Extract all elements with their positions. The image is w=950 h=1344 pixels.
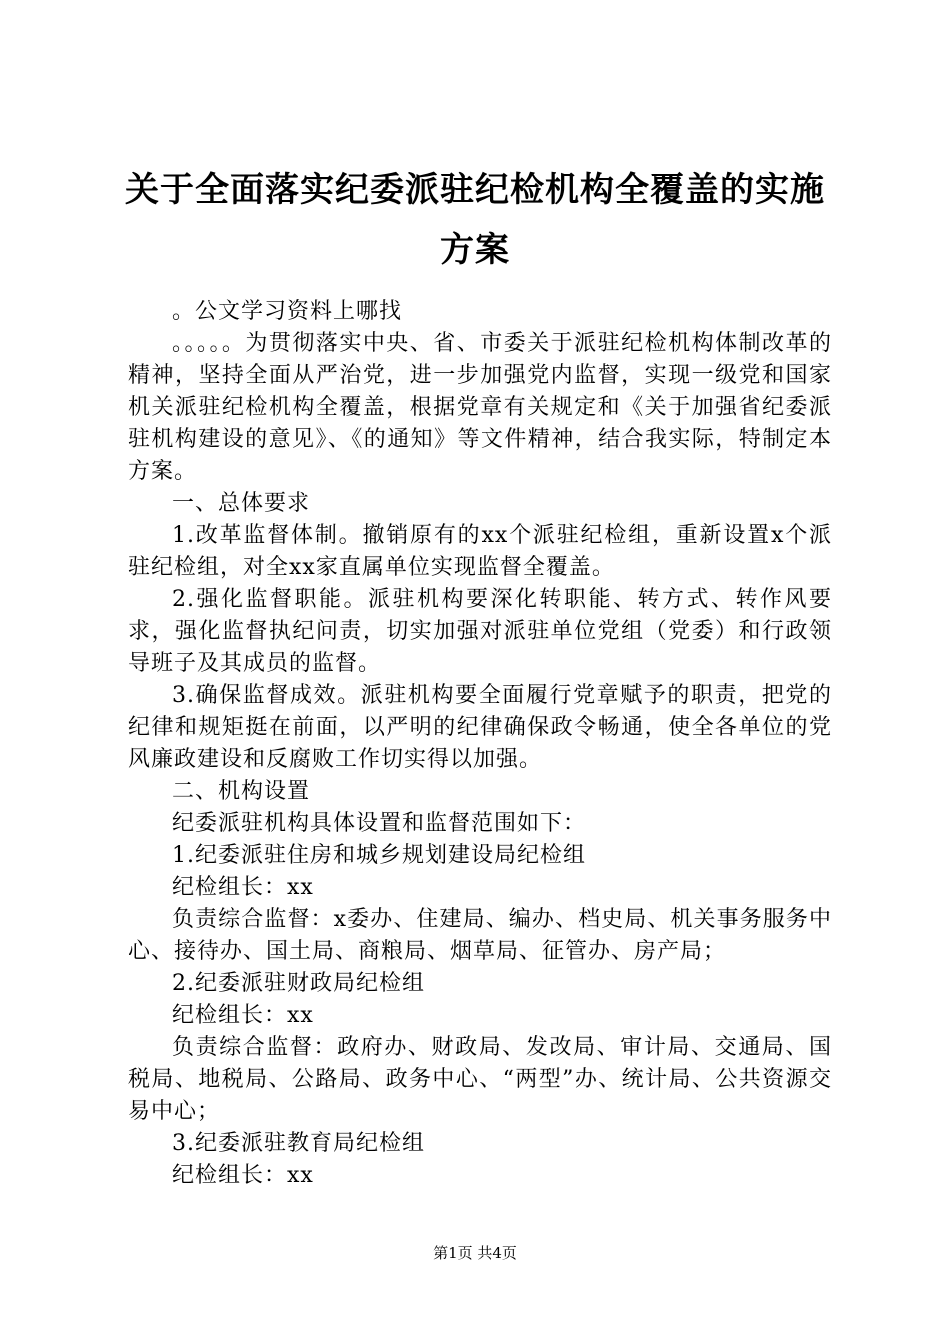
paragraph: 3.确保监督成效。派驻机构要全面履行党章赋予的职责，把党的纪律和规矩挺在前面，以严明的纪律确保政令畅通，使全各单位的党风廉政建设和反腐败工作切实得以加强。 xyxy=(128,683,832,772)
paragraph: 负责综合监督：政府办、财政局、发改局、审计局、交通局、国税局、地税局、公路局、政务中心、“两型”办、统计局、公共资源交易中心； xyxy=(128,1035,832,1124)
paragraph: 纪检组长：xx xyxy=(172,1003,314,1028)
paragraph: 纪委派驻机构具体设置和监督范围如下： xyxy=(172,811,587,836)
paragraph: 2.纪委派驻财政局纪检组 xyxy=(172,971,425,996)
paragraph: 。公文学习资料上哪找 xyxy=(172,299,403,324)
paragraph: 纪检组长：xx xyxy=(172,875,314,900)
paragraph: 1.改革监督体制。撤销原有的xx个派驻纪检组，重新设置x个派驻纪检组，对全xx家直属单位实现监督全覆盖。 xyxy=(128,523,832,580)
paragraph: 2.强化监督职能。派驻机构要深化转职能、转方式、转作风要求，强化监督执纪问责，切实加强对派驻单位党组（党委）和行政领导班子及其成员的监督。 xyxy=(128,587,832,676)
document-title: 关于全面落实纪委派驻纪检机构全覆盖的实施方案 xyxy=(125,170,825,270)
section-heading: 一、总体要求 xyxy=(172,491,311,516)
paragraph: 3.纪委派驻教育局纪检组 xyxy=(172,1131,425,1156)
paragraph: 。。。。。为贯彻落实中央、省、市委关于派驻纪检机构体制改革的精神，坚持全面从严治党，进一步加强党内监督，实现一级党和国家机关派驻纪检机构全覆盖，根据党章有关规定和《关于加强省纪委派驻机构建设的意见》、《的通知》等文件精神，结合我实际，特制定本方案。 xyxy=(128,331,832,484)
section-heading: 二、机构设置 xyxy=(172,779,311,804)
page-number-footer: 第1页 共4页 xyxy=(433,1244,517,1262)
paragraph: 负责综合监督：x委办、住建局、编办、档史局、机关事务服务中心、接待办、国土局、商粮局、烟草局、征管办、房产局； xyxy=(128,907,832,964)
paragraph: 纪检组长：xx xyxy=(172,1163,314,1188)
paragraph: 1.纪委派驻住房和城乡规划建设局纪检组 xyxy=(172,843,586,868)
document-body xyxy=(128,296,832,1192)
